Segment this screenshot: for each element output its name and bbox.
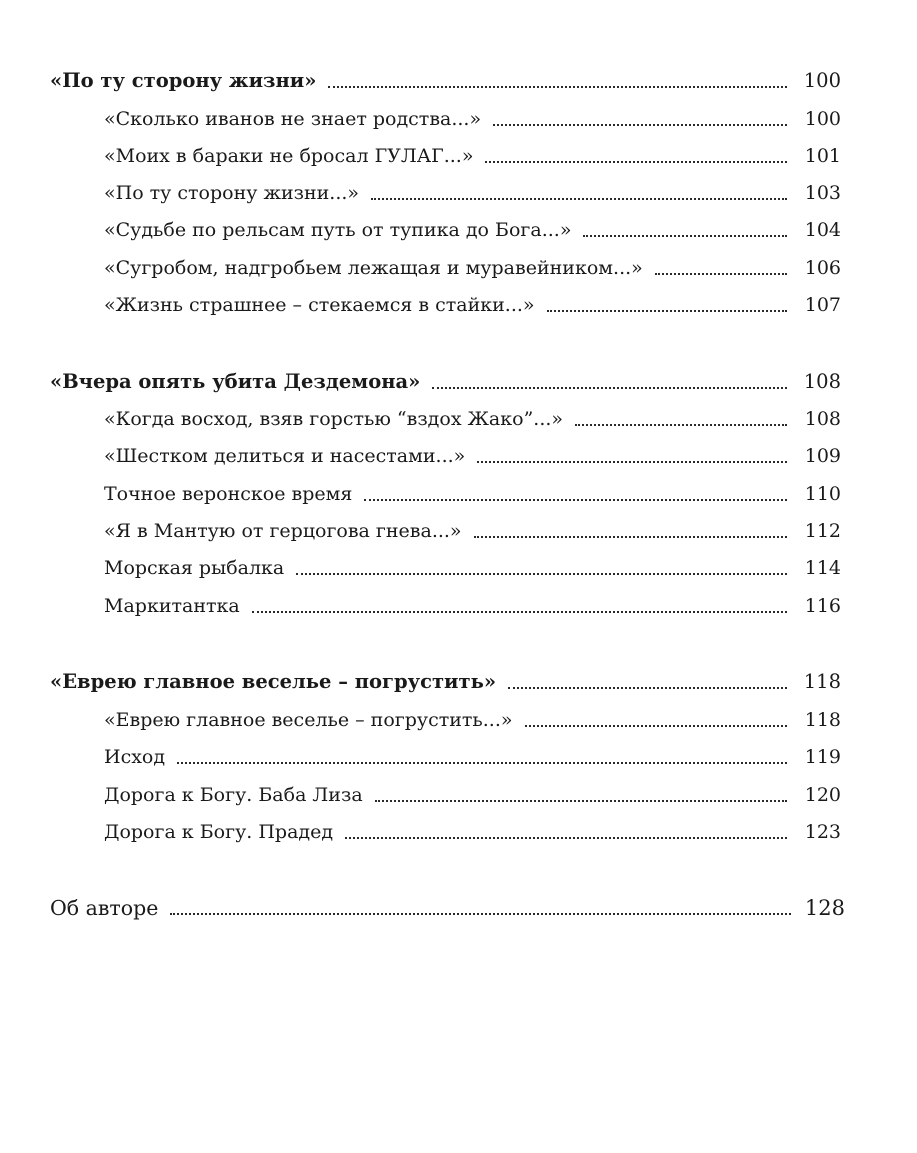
dot-leader (177, 762, 787, 764)
page-number: 103 (804, 182, 841, 204)
about-title: Об авторе (50, 896, 159, 920)
toc-entry (104, 553, 841, 583)
page-number: 104 (804, 219, 841, 241)
section-title: «Еврею главное веселье – погрустить» (50, 670, 497, 693)
toc-entry (104, 141, 841, 171)
page-number: 106 (804, 257, 841, 279)
entry-title: Маркитантка (104, 595, 240, 617)
page-number: 120 (804, 784, 841, 806)
dot-leader (252, 611, 787, 613)
dot-leader (296, 573, 787, 575)
entry-title: «По ту сторону жизни...» (104, 182, 360, 204)
entry-title: «Сколько иванов не знает родства...» (104, 108, 482, 130)
page-number: 107 (804, 294, 841, 316)
dot-leader (583, 235, 787, 237)
section-title: «Вчера опять убита Дездемона» (50, 370, 421, 393)
toc-entry (104, 742, 841, 772)
entry-title: «Я в Мантую от герцогова гнева...» (104, 520, 462, 542)
entry-title: «Когда восход, взяв горстью “вздох Жако”...» (104, 408, 564, 430)
entry-title: «Моих в бараки не бросал ГУЛАГ...» (104, 145, 474, 167)
dot-leader (525, 725, 788, 727)
entry-title: Морская рыбалка (104, 557, 285, 579)
entry-title: «Жизнь страшнее – стекаемся в стайки...» (104, 294, 535, 316)
page-number: 108 (804, 408, 841, 430)
toc-about-author (50, 893, 845, 923)
toc-entry (104, 516, 841, 546)
entry-title: Точное веронское время (104, 483, 353, 505)
page-number: 109 (804, 445, 841, 467)
entry-title: Исход (104, 746, 166, 768)
dot-leader (493, 124, 787, 126)
page-number: 100 (803, 69, 841, 92)
page-number: 128 (804, 896, 845, 920)
toc-entry (104, 591, 841, 621)
page-number: 118 (804, 709, 841, 731)
page-number: 116 (804, 595, 841, 617)
toc-entry (104, 817, 841, 847)
dot-leader (371, 198, 787, 200)
dot-leader (375, 800, 787, 802)
dot-leader (575, 424, 787, 426)
toc-entry (104, 705, 841, 735)
toc-entry (104, 780, 841, 810)
entry-title: «Шестком делиться и насестами...» (104, 445, 466, 467)
entry-title: Дорога к Богу. Баба Лиза (104, 784, 363, 806)
toc-entry (104, 253, 841, 283)
toc-entry (104, 104, 841, 134)
page-number: 118 (803, 670, 841, 693)
toc-section-2 (50, 367, 841, 397)
entry-title: Дорога к Богу. Прадед (104, 821, 334, 843)
toc-section-3 (50, 667, 841, 697)
toc-entry (104, 290, 841, 320)
toc-entry (104, 404, 841, 434)
dot-leader (345, 837, 787, 839)
section-title: «По ту сторону жизни» (50, 69, 317, 92)
dot-leader (508, 687, 787, 689)
entry-title: «Сугробом, надгробьем лежащая и муравейником...» (104, 257, 643, 279)
dot-leader (364, 499, 787, 501)
page-number: 110 (804, 483, 841, 505)
page-number: 108 (803, 370, 841, 393)
dot-leader (328, 86, 787, 88)
dot-leader (477, 461, 787, 463)
dot-leader (170, 913, 791, 915)
page-number: 100 (804, 108, 841, 130)
toc-entry (104, 479, 841, 509)
page-number: 101 (804, 145, 841, 167)
page-number: 119 (804, 746, 841, 768)
page-number: 123 (804, 821, 841, 843)
toc-entry (104, 441, 841, 471)
page-number: 114 (804, 557, 841, 579)
dot-leader (655, 273, 787, 275)
page-number: 112 (804, 520, 841, 542)
entry-title: «Судьбе по рельсам путь от тупика до Бога...» (104, 219, 572, 241)
toc-entry (104, 178, 841, 208)
dot-leader (485, 161, 787, 163)
dot-leader (432, 387, 787, 389)
toc-section-1 (50, 66, 841, 96)
dot-leader (474, 536, 787, 538)
toc-entry (104, 215, 841, 245)
entry-title: «Еврею главное веселье – погрустить...» (104, 709, 513, 731)
dot-leader (547, 310, 787, 312)
